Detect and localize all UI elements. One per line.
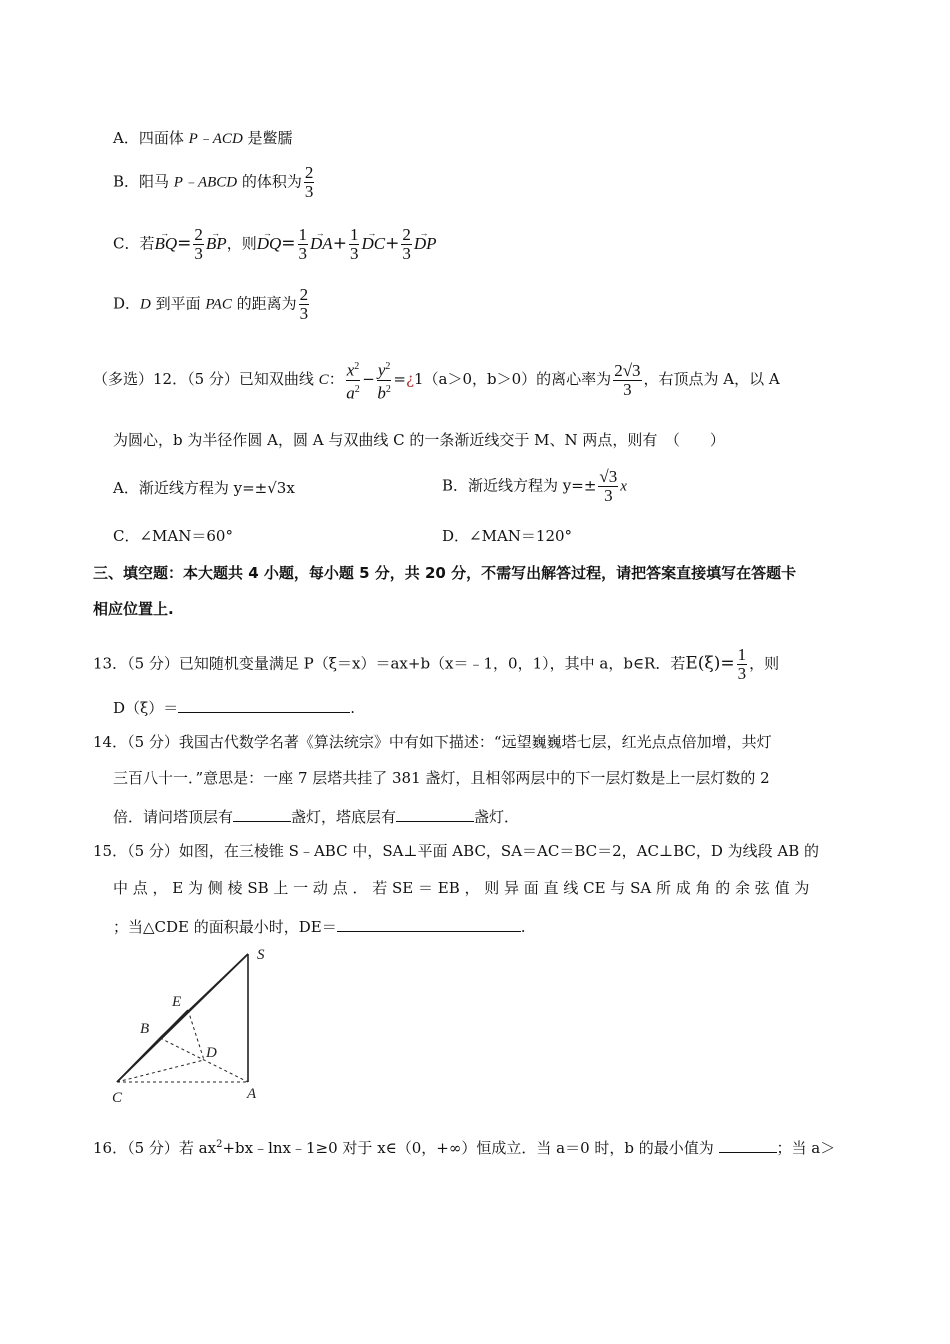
label-s: S	[257, 947, 265, 963]
label-d: D	[206, 1045, 217, 1061]
q13-line2: D（ξ）＝ .	[113, 696, 355, 718]
q11-option-b: B．阳马 P﹣ABCD 的体积为 $\frac{2}{3}$	[113, 163, 314, 201]
q11-option-d: D．D 到平面 PAC 的距离为 $\frac{2}{3}$	[113, 285, 309, 323]
vector-dq: → DQ	[257, 234, 282, 254]
label-b: B	[140, 1021, 150, 1037]
section-heading: 三、填空题：本大题共 4 小题，每小题 5 分，共 20 分，不需写出解答过程，请把答案直接填写在答题卡	[93, 564, 797, 582]
fraction: $\frac{√3}{3}$	[599, 467, 618, 505]
segment-cd	[117, 1060, 204, 1082]
q12-line1: （多选）12．（5 分）已知双曲线 C： $\frac{x^2}{a^2}$ − $\frac{y^2}{b^2}$ =¿1（a＞0，b＞0）的离心率为 $\frac{2√3}{3}$ ，右顶点为 A，以 A	[93, 358, 780, 402]
label-c: C	[112, 1090, 123, 1106]
q15-line1: 15．（5 分）如图，在三棱锥 S﹣ABC 中，SA⊥平面 ABC，SA＝AC＝BC＝2，AC⊥BC，D 为线段 AB 的	[93, 842, 820, 860]
label-e: E	[172, 994, 182, 1010]
section-heading-cont: 相应位置上.	[93, 600, 174, 618]
vector-dc: → DC	[361, 234, 385, 254]
fraction-eccentricity: $\frac{2√3}{3}$	[614, 360, 641, 399]
fraction: $\frac{2}{3}$	[194, 225, 203, 263]
q15-line2: 中 点 ， E 为 侧 棱 SB 上 一 动 点 ． 若 SE ＝ EB ， 则 异 面 直 线 CE 与 SA 所 成 角 的 余 弦 值 为	[113, 879, 810, 897]
q12-option-b: B．渐近线方程为 y=± $\frac{√3}{3}$ x	[442, 467, 627, 505]
answer-blank[interactable]	[719, 1136, 777, 1153]
q11-option-c: C．若→ BQ= $\frac{2}{3}$ → BP，则→ DQ= $\frac{1}{3}$ → DA+ $\frac{1}{3}$ → DC+ $\frac{2}{3}$ → DP	[113, 226, 436, 263]
q14-line1: 14．（5 分）我国古代数学名著《算法统宗》中有如下描述：“远望巍巍塔七层，红光点点倍加增，共灯	[93, 733, 772, 751]
q15-line3: ；当△CDE 的面积最小时，DE＝ .	[113, 915, 526, 937]
vector-bp: → BP	[206, 234, 227, 254]
q14-line2: 三百八十一．”意思是：一座 7 层塔共挂了 381 盏灯，且相邻两层中的下一层灯数是上一层灯数的 2	[113, 769, 770, 787]
fraction-y2-b2: $\frac{y^2}{b^2}$	[377, 358, 392, 402]
answer-blank[interactable]	[233, 805, 291, 822]
segment-ed	[188, 1010, 204, 1060]
segment-ce	[117, 1010, 188, 1082]
edge-ba	[160, 1038, 248, 1082]
q16-line1: 16．（5 分）若 $ax^2+bx﹣\ln x﹣1\ge 0$ 对于 x∈（0，+∞）恒成立．当 a＝0 时，b 的最小值为 ；当 a＞	[93, 1135, 835, 1158]
fraction-x2-a2: $\frac{x^2}{a^2}$	[346, 358, 361, 402]
vector-da: → DA	[310, 234, 333, 254]
vector-bq: → BQ	[154, 234, 177, 254]
q12-option-a: A．渐近线方程为 y=±√3x	[113, 479, 295, 497]
q14-line3: 倍．请问塔顶层有 盏灯，塔底层有 盏灯．	[113, 805, 519, 827]
fraction: $\frac{1}{3}$	[737, 645, 747, 683]
answer-blank[interactable]	[337, 915, 521, 932]
q12-option-d: D．∠MAN＝120°	[442, 527, 573, 545]
fraction: $\frac{2}{3}$	[299, 285, 309, 323]
q13-line1: 13．（5 分）已知随机变量满足 P（ξ＝x）＝ax+b（x＝﹣1，0，1），其中 a，b∈R．若E(ξ)= $\frac{1}{3}$ ，则	[93, 645, 780, 683]
q12-line2: 为圆心，b 为半径作圆 A，圆 A 与双曲线 C 的一条渐近线交于 M、N 两点，则有 （ ）	[113, 431, 725, 449]
vector-dp: → DP	[414, 234, 437, 254]
answer-blank[interactable]	[178, 696, 350, 713]
pyramid-figure	[100, 940, 290, 1110]
fraction: $\frac{2}{3}$	[304, 163, 314, 201]
answer-blank[interactable]	[396, 805, 474, 822]
label-a: A	[247, 1086, 257, 1102]
q12-option-c: C．∠MAN＝60°	[113, 527, 233, 545]
q11-option-a: A．四面体 P﹣ACD 是鳖臑	[113, 129, 293, 147]
